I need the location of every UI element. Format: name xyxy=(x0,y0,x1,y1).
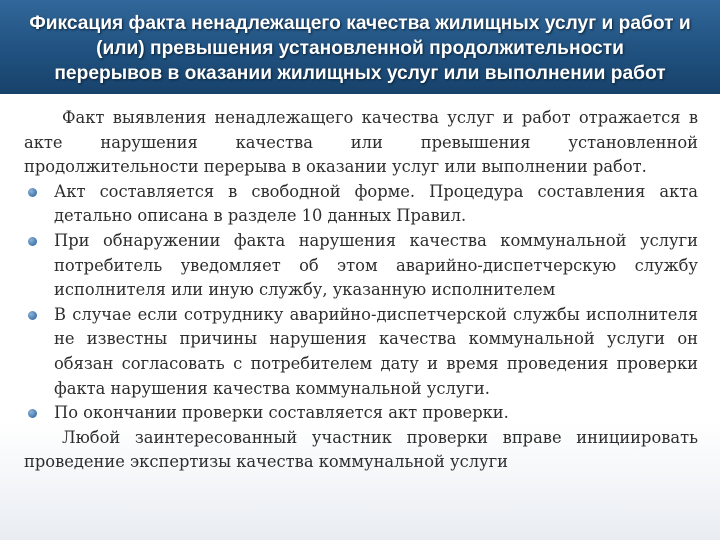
intro-paragraph: Факт выявления ненадлежащего качества услуг и работ отражается в акте нарушения качества или превышения установленной продолжительности перерыва в оказании услуг или выполнении работ. xyxy=(24,108,698,177)
bullet-item xyxy=(24,229,698,303)
title-bar xyxy=(0,0,720,94)
bullet-item xyxy=(24,180,698,229)
round-bullet-icon xyxy=(28,237,37,246)
slide-title xyxy=(10,11,710,86)
slide-body xyxy=(24,106,698,475)
bullet-text: По окончании проверки составляется акт проверки. xyxy=(54,403,509,423)
closing-paragraph: Любой заинтересованный участник проверки вправе инициировать проведение экспертизы качества коммунальной услуги xyxy=(24,427,698,472)
bullet-text: Акт составляется в свободной форме. Процедура составления акта детально описана в разделе 10 данных Правил. xyxy=(54,181,698,226)
round-bullet-icon xyxy=(28,409,37,418)
bullet-item xyxy=(24,401,698,426)
bullet-text: В случае если сотруднику аварийно-диспетчерской службы исполнителя не известны причины нарушения качества коммунальной услуги он обязан согласовать с потребителем дату и время проведения проверки факта нарушения качества коммунальной услуги. xyxy=(54,304,698,398)
round-bullet-icon xyxy=(28,311,37,320)
bullet-list xyxy=(24,180,698,426)
title-line: (или) превышения установленной продолжительности xyxy=(96,38,624,59)
bullet-item xyxy=(24,303,698,401)
title-line: Фиксация факта ненадлежащего качества жилищных услуг и работ и xyxy=(29,13,691,34)
title-line: перерывов в оказании жилищных услуг или выполнении работ xyxy=(54,63,666,84)
bullet-text: При обнаружении факта нарушения качества коммунальной услуги потребитель уведомляет об этом аварийно-диспетчерскую службу исполнителя или иную службу, указанную исполнителем xyxy=(54,230,698,300)
round-bullet-icon xyxy=(28,188,37,197)
